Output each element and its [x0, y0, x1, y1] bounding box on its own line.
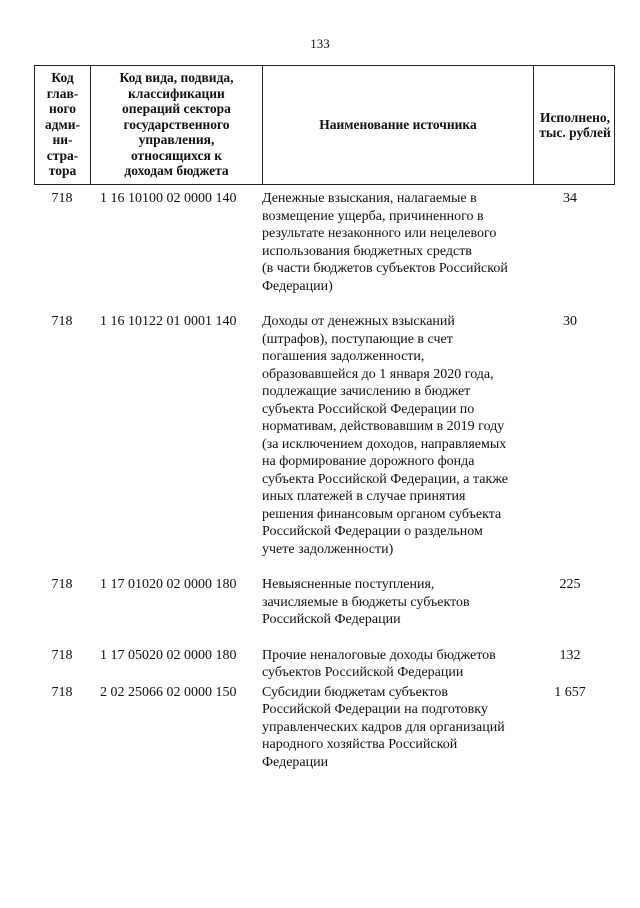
header-classification-line: доходам бюджета [124, 163, 229, 178]
table-header [34, 65, 615, 185]
header-admin-code [35, 66, 91, 184]
source-name-line: субъекта Российской Федерации, а также [262, 471, 509, 487]
classification-code: 1 16 10100 02 0000 140 [100, 191, 237, 206]
source-name-line: Федерации) [262, 278, 333, 294]
source-name-line: Денежные взыскания, налагаемые в [262, 191, 477, 206]
admin-code: 718 [51, 191, 73, 206]
source-name-line: Доходы от денежных взысканий [262, 314, 455, 329]
source-name-line: Федерации [262, 754, 329, 770]
header-classification-line: относящихся к [130, 147, 222, 163]
source-name-line: возмещение ущерба, причиненного в [262, 208, 484, 224]
source-name-line: иных платежей в случае принятия [262, 489, 466, 504]
source-name-line: образовавшейся до 1 января 2020 года, [262, 366, 494, 382]
header-source-name: Наименование источника [263, 66, 534, 184]
source-name-line: на формирование дорожного фонда [262, 454, 475, 469]
source-name-line: использования бюджетных средств [262, 243, 472, 259]
header-admin-code-line: Код [51, 70, 74, 85]
source-name-line: (штрафов), поступающие в счет [262, 331, 453, 347]
header-admin-code-line: ного [48, 101, 77, 116]
source-name-line: учете задолженности) [262, 541, 394, 557]
admin-code: 718 [51, 647, 73, 663]
admin-code: 718 [51, 684, 73, 700]
source-name-line: погашения задолженности, [262, 349, 425, 364]
source-name-line: управленческих кадров для организаций [262, 719, 505, 735]
source-name-line: субъекта Российской Федерации по [262, 401, 475, 417]
header-classification-code [91, 66, 263, 184]
header-classification-line: операций сектора [122, 101, 231, 116]
classification-code: 1 17 01020 02 0000 180 [100, 577, 237, 592]
classification-code: 1 17 05020 02 0000 180 [100, 647, 237, 663]
source-name [262, 313, 533, 558]
header-admin-code-line: адми- [44, 116, 81, 132]
source-name-line: Прочие неналоговые доходы бюджетов [262, 647, 496, 663]
source-name-line: подлежащие зачислению в бюджет [262, 384, 471, 399]
table-row [34, 190, 615, 295]
admin-code: 718 [51, 577, 73, 592]
header-classification-line: государственного [123, 116, 230, 132]
source-name-line: решения финансовым органом субъекта [262, 506, 502, 522]
header-executed-line: тыс. рублей [539, 125, 611, 140]
table-row [34, 313, 615, 558]
header-admin-code-line: ни- [52, 132, 73, 147]
source-name-line: Невыясненные поступления, [262, 577, 435, 592]
source-name-line: зачисляемые в бюджеты субъектов [262, 594, 470, 610]
source-name-line: нормативам, действовавшим в 2019 году [262, 419, 505, 434]
source-name [262, 647, 533, 682]
income-table [34, 65, 615, 771]
table-row [34, 684, 615, 772]
source-name-line: результате незаконного или нецелевого [262, 226, 497, 241]
source-name-line: субъектов Российской Федерации [262, 665, 464, 680]
source-name-line: Субсидии бюджетам субъектов [262, 684, 449, 700]
page-number: 133 [310, 36, 330, 51]
source-name [262, 576, 533, 629]
source-name [262, 190, 533, 295]
classification-code: 1 16 10122 01 0001 140 [100, 314, 237, 329]
executed-amount: 30 [563, 314, 577, 329]
source-name-line: народного хозяйства Российской [262, 737, 458, 752]
classification-code: 2 02 25066 02 0000 150 [100, 684, 237, 700]
header-classification-line: управления, [138, 132, 215, 147]
header-classification-line: Код вида, подвида, [119, 70, 234, 85]
header-admin-code-line: стра- [46, 147, 79, 163]
source-name-line: (за исключением доходов, направляемых [262, 436, 507, 452]
header-executed [534, 66, 616, 184]
executed-amount: 34 [563, 191, 577, 206]
header-admin-code-line: тора [48, 163, 77, 178]
source-name [262, 684, 533, 772]
table-row [34, 647, 615, 682]
table-row [34, 576, 615, 629]
source-name-line: Российской Федерации на подготовку [262, 702, 488, 717]
header-admin-code-line: глав- [46, 85, 79, 101]
executed-amount: 132 [559, 647, 581, 663]
executed-amount: 1 657 [554, 684, 586, 700]
header-classification-line: классификации [128, 85, 225, 101]
header-executed-line: Исполнено, [539, 109, 611, 125]
admin-code: 718 [51, 314, 73, 329]
source-name-line: Российской Федерации о раздельном [262, 524, 483, 539]
executed-amount: 225 [559, 577, 581, 592]
source-name-line: (в части бюджетов субъектов Российской [262, 261, 508, 276]
source-name-line: Российской Федерации [262, 612, 401, 627]
